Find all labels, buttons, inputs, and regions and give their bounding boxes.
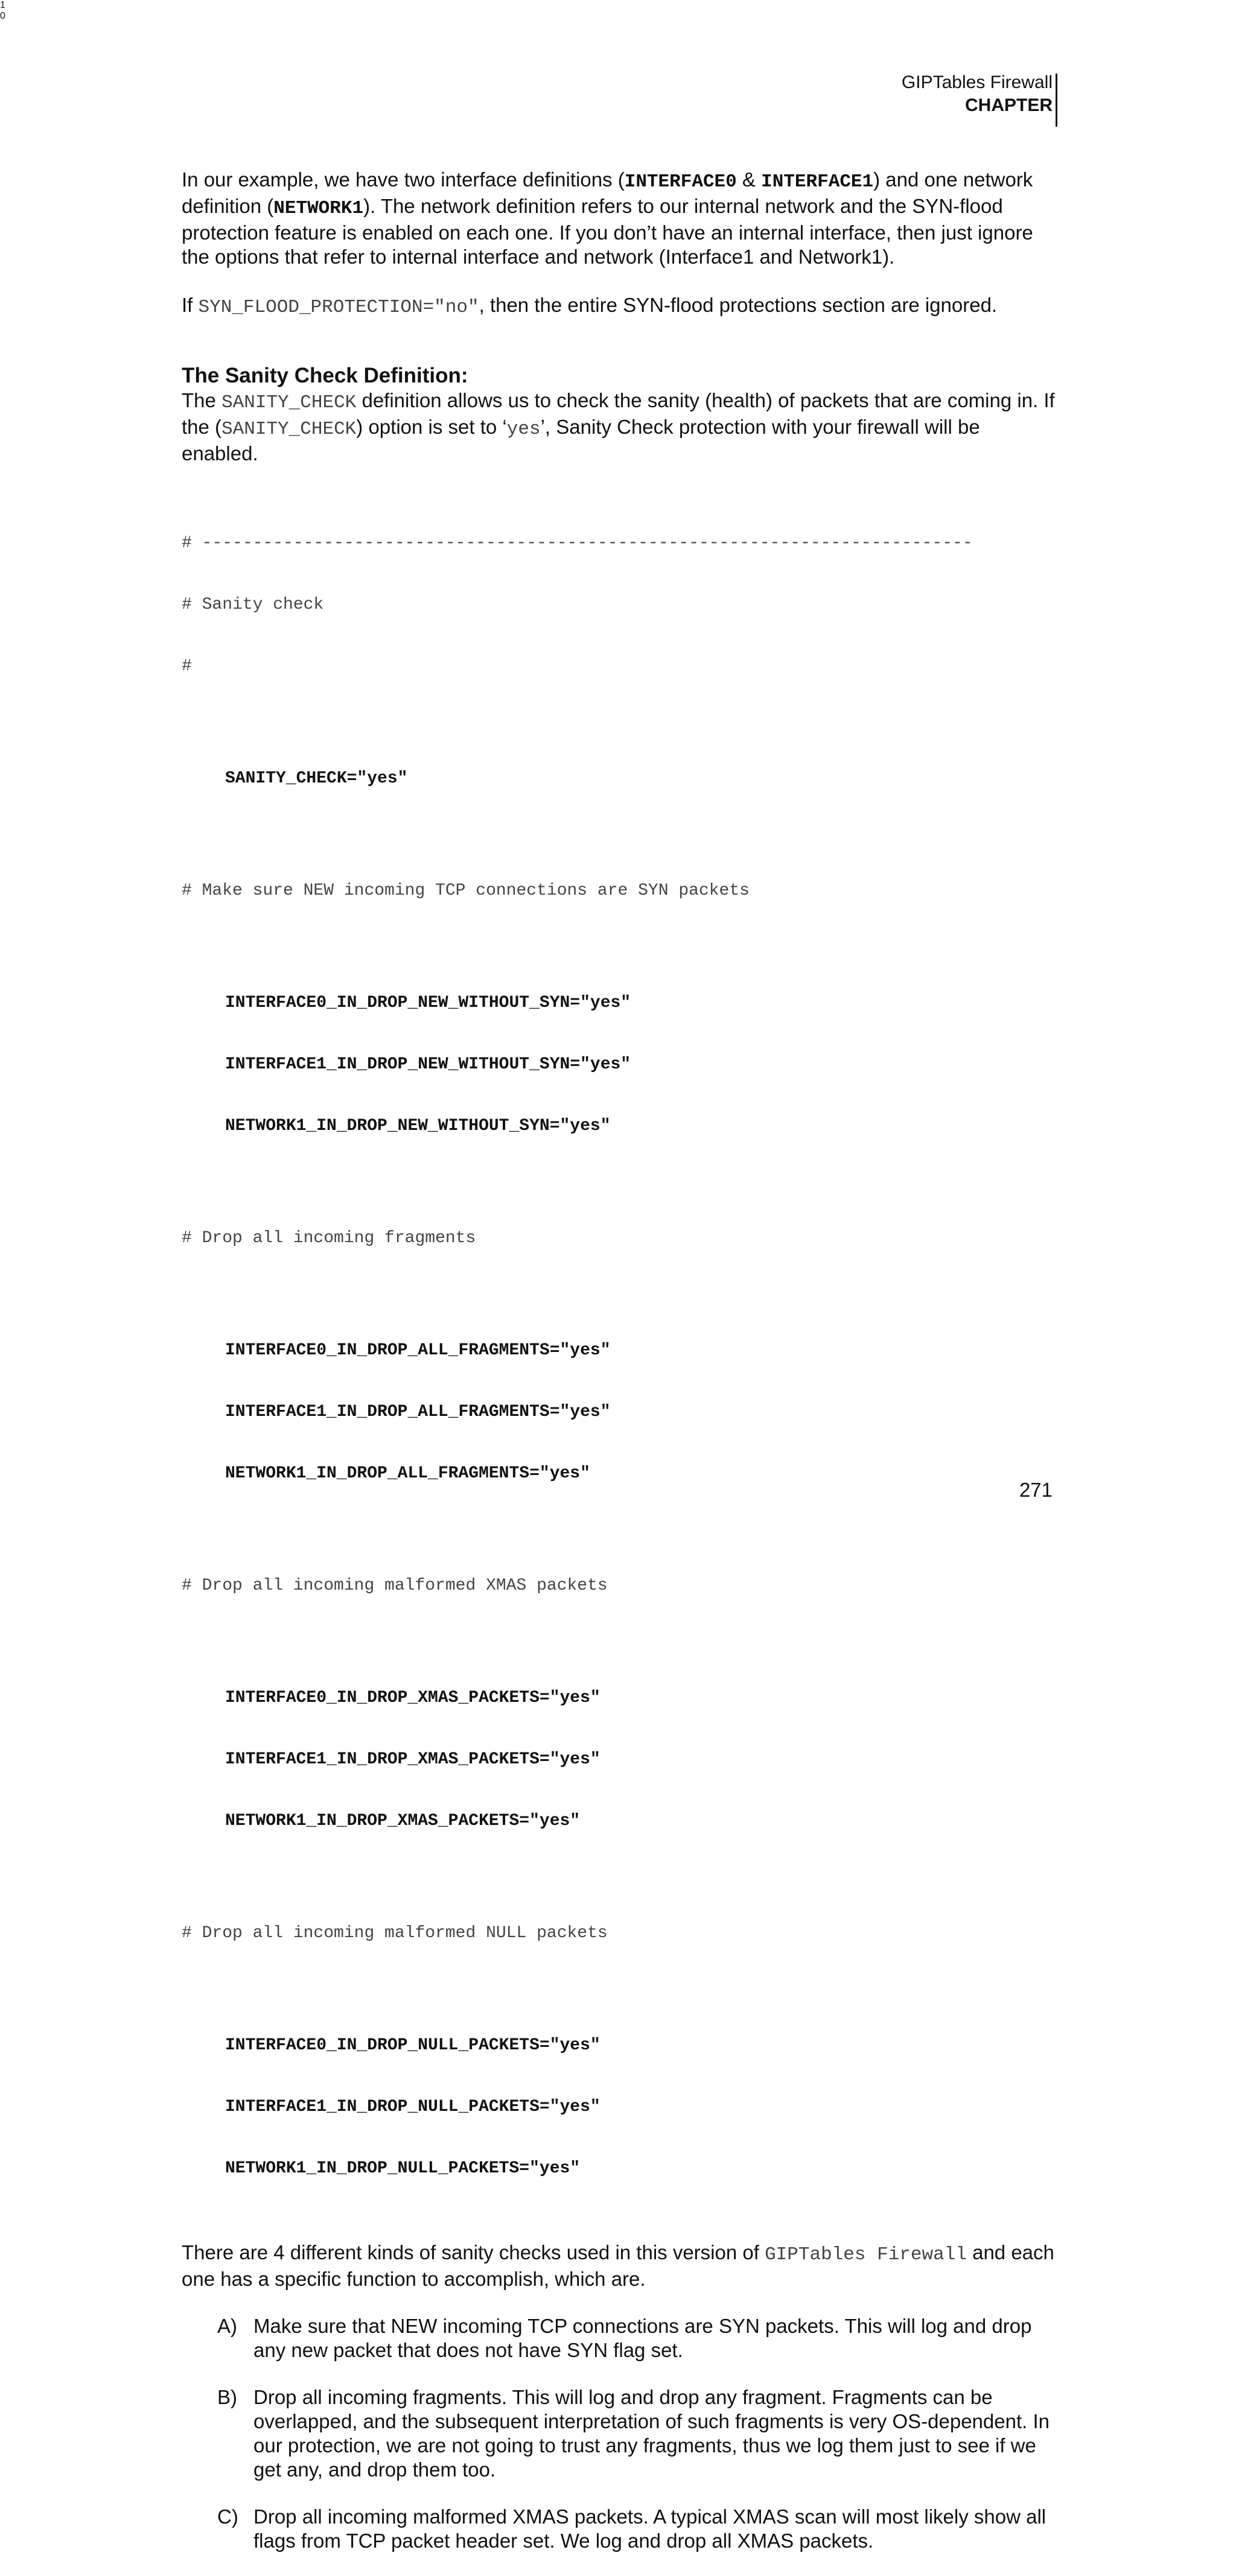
text: ). The network definition refers to our internal network and the SYN-flood protection feature is enabled on each one. If you don’t have an internal interface, then just ignore the options that refer to internal interface and network (Interface1 and Network1). [182,195,1033,268]
code-line: INTERFACE1_IN_DROP_XMAS_PACKETS="yes" [225,1750,600,1769]
paragraph-interfaces [182,168,1057,269]
text: ) and one network definition ( [182,168,1033,217]
code-line: NETWORK1_IN_DROP_NULL_PACKETS="yes" [225,2159,581,2178]
code-inline: INTERFACE0 [624,171,737,192]
code-comment: # Make sure NEW incoming TCP connections are SYN packets [182,881,750,900]
list-item-text: Make sure that NEW incoming TCP connections are SYN packets. This will log and drop any new packet that does not have SYN flag set. [253,2315,1032,2361]
sanity-check-list [182,2314,1057,2553]
code-line: NETWORK1_IN_DROP_ALL_FRAGMENTS="yes" [225,1464,590,1483]
code-inline: GIPTables Firewall [765,2244,967,2265]
code-comment-title: # Sanity check [182,595,324,614]
code-line: INTERFACE1_IN_DROP_ALL_FRAGMENTS="yes" [225,1403,611,1421]
code-inline: yes [506,419,541,440]
paragraph-sanity-kinds [182,2241,1057,2291]
list-item [182,2385,1057,2482]
text: & [736,168,762,191]
page-content [182,168,1057,2576]
text: If [182,294,199,316]
paragraph-sanity-definition [182,389,1057,466]
running-header [902,71,1053,117]
text: ’, Sanity Check protection with your firewall will be enabled. [182,416,980,465]
text: and each one has a specific function to accomplish, which are. [182,2241,1054,2290]
list-item-text: Drop all incoming malformed XMAS packets. A typical XMAS scan will most likely show all flags from TCP packet header set. We log and drop all XMAS packets. [253,2505,1046,2552]
code-inline: NETWORK1 [273,198,364,219]
code-inline: SANITY_CHECK [221,392,357,413]
text: definition allows us to check the sanity (health) of packets that are coming in. If the ( [182,389,1055,438]
chapter-number-digit-2: 0 [0,11,5,21]
list-item [182,2505,1057,2553]
code-comment-hash: # [182,657,192,676]
paragraph-syn-flood [182,293,1057,320]
code-line: INTERFACE0_IN_DROP_NULL_PACKETS="yes" [225,2036,600,2055]
list-marker: C) [217,2505,238,2528]
header-chapter-number [0,0,1236,22]
header-divider [1056,74,1057,127]
text: In our example, we have two interface definitions ( [182,168,625,191]
section-heading: The Sanity Check Definition: [182,364,468,387]
code-line: NETWORK1_IN_DROP_NEW_WITHOUT_SYN="yes" [225,1117,611,1135]
code-line: INTERFACE1_IN_DROP_NEW_WITHOUT_SYN="yes" [225,1055,631,1074]
code-inline: SYN_FLOOD_PROTECTION="no" [198,297,479,318]
code-block [182,492,1057,2220]
text: ) option is set to ‘ [356,416,507,438]
header-chapter-label: CHAPTER [964,95,1053,115]
code-line: INTERFACE0_IN_DROP_NEW_WITHOUT_SYN="yes" [225,994,631,1012]
list-marker: A) [217,2315,237,2337]
code-line: NETWORK1_IN_DROP_XMAS_PACKETS="yes" [225,1812,581,1830]
code-inline: SANITY_CHECK [221,419,357,440]
code-comment: # Drop all incoming malformed XMAS packets [182,1576,608,1595]
header-title: GIPTables Firewall [901,72,1053,92]
list-item [182,2314,1057,2362]
code-line: SANITY_CHECK="yes" [225,769,408,788]
page-number: 271 [1019,1479,1053,1501]
list-item-text: Drop all incoming fragments. This will log and drop any fragment. Fragments can be overlapped, and the subsequent interpretation of such fragments is very OS-dependent. In our protection, we are not going to trust any fragments, thus we log them just to see if we get any, and drop them too. [253,2386,1050,2481]
text: The [182,389,222,411]
code-line: INTERFACE1_IN_DROP_NULL_PACKETS="yes" [225,2098,600,2116]
code-line: INTERFACE0_IN_DROP_ALL_FRAGMENTS="yes" [225,1341,611,1360]
chapter-number-digit-1: 1 [0,0,5,10]
code-comment: # Drop all incoming malformed NULL packets [182,1924,608,1943]
list-marker: B) [217,2386,237,2408]
code-line: INTERFACE0_IN_DROP_XMAS_PACKETS="yes" [225,1689,600,1707]
code-comment-rule: # ---------------------------------------------------------------------------- [182,534,973,553]
code-comment: # Drop all incoming fragments [182,1229,476,1248]
code-inline: INTERFACE1 [761,171,874,192]
text: , then the entire SYN-flood protections section are ignored. [479,294,998,316]
text: There are 4 different kinds of sanity checks used in this version of [182,2241,765,2264]
